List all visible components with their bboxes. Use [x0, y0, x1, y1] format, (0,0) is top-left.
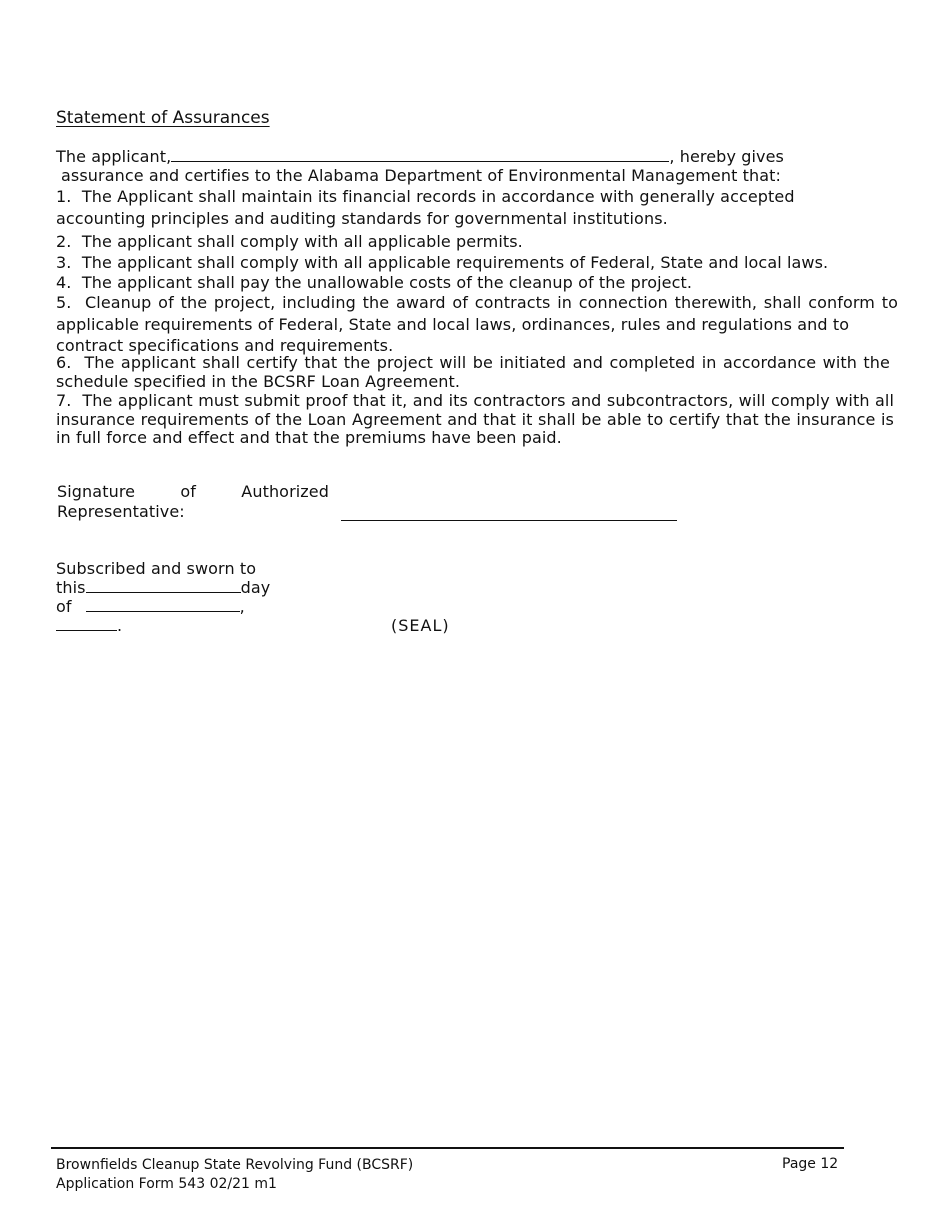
footer-form-id: Application Form 543 02/21 m1	[56, 1176, 277, 1192]
assurance-item-1-cont: accounting principles and auditing standards for governmental institutions.	[56, 209, 668, 228]
item-number: 1.	[56, 187, 72, 206]
item-number: 7.	[56, 391, 72, 410]
assurance-item-2	[56, 232, 523, 252]
assurance-item-5	[56, 293, 898, 313]
signature-field[interactable]	[341, 520, 677, 521]
intro-trail: , hereby gives	[669, 147, 784, 166]
assurance-item-1	[56, 187, 795, 207]
assurance-item-7-cont	[56, 410, 894, 430]
item-number: 3.	[56, 253, 72, 272]
intro-line-1	[56, 147, 784, 167]
of-label: of	[56, 597, 72, 616]
signature-label	[57, 482, 329, 502]
item-number: 5.	[56, 293, 72, 312]
footer-divider	[51, 1147, 844, 1149]
year-field[interactable]	[56, 616, 117, 631]
signature-label-line-1: Signature of Authorized	[57, 482, 329, 501]
item-7-line-1	[56, 391, 894, 411]
seal-label: (SEAL)	[391, 616, 450, 635]
signature-label-line-2: Representative:	[57, 502, 185, 521]
item-6-line-1	[56, 353, 890, 373]
assurance-item-7	[56, 391, 894, 411]
item-text: The applicant shall pay the unallowable costs of the cleanup of the project.	[81, 273, 693, 292]
sworn-line-3	[56, 597, 245, 617]
assurance-item-6-cont: schedule specified in the BCSRF Loan Agreement.	[56, 372, 461, 391]
item-text: The applicant shall certify that the project will be initiated and completed in accordance with the	[84, 353, 890, 372]
item-text: The Applicant shall maintain its financial records in accordance with generally accepted	[81, 187, 795, 206]
applicant-name-field[interactable]	[171, 147, 669, 162]
item-number: 6.	[56, 353, 72, 372]
footer-fund-name: Brownfields Cleanup State Revolving Fund (BCSRF)	[56, 1157, 414, 1173]
sworn-line-2	[56, 578, 270, 598]
item-5-line-1	[56, 293, 898, 313]
intro-lead: The applicant,	[56, 147, 172, 166]
item-text: The applicant shall comply with all applicable requirements of Federal, State and local laws.	[81, 253, 829, 272]
item-text: The applicant must submit proof that it, and its contractors and subcontractors, will comply with all	[82, 391, 894, 410]
assurance-item-5-cont: applicable requirements of Federal, State and local laws, ordinances, rules and regulations and to	[56, 315, 850, 334]
sworn-line-1: Subscribed and sworn to	[56, 559, 257, 578]
item-7-line-2: insurance requirements of the Loan Agreement and that it shall be able to certify that the insurance is	[56, 410, 894, 429]
assurance-item-6	[56, 353, 890, 373]
day-label: day	[240, 578, 271, 597]
assurance-item-4	[56, 273, 692, 293]
intro-line-2: assurance and certifies to the Alabama Department of Environmental Management that:	[61, 166, 782, 185]
month-field[interactable]	[86, 597, 240, 612]
page-title: Statement of Assurances	[56, 108, 270, 128]
assurance-item-3	[56, 253, 828, 273]
page-number: Page 12	[782, 1156, 839, 1172]
assurance-item-7-cont2: in full force and effect and that the premiums have been paid.	[56, 428, 562, 447]
comma: ,	[239, 597, 245, 616]
day-field[interactable]	[86, 578, 241, 593]
period: .	[117, 616, 123, 635]
this-label: this	[56, 578, 86, 597]
item-text: The applicant shall comply with all applicable permits.	[81, 232, 523, 251]
sworn-line-4	[56, 616, 122, 636]
assurance-item-5-cont2: contract specifications and requirements.	[56, 336, 394, 355]
item-number: 4.	[56, 273, 72, 292]
item-text: Cleanup of the project, including the award of contracts in connection therewith, shall conform to	[85, 293, 899, 312]
item-number: 2.	[56, 232, 72, 251]
